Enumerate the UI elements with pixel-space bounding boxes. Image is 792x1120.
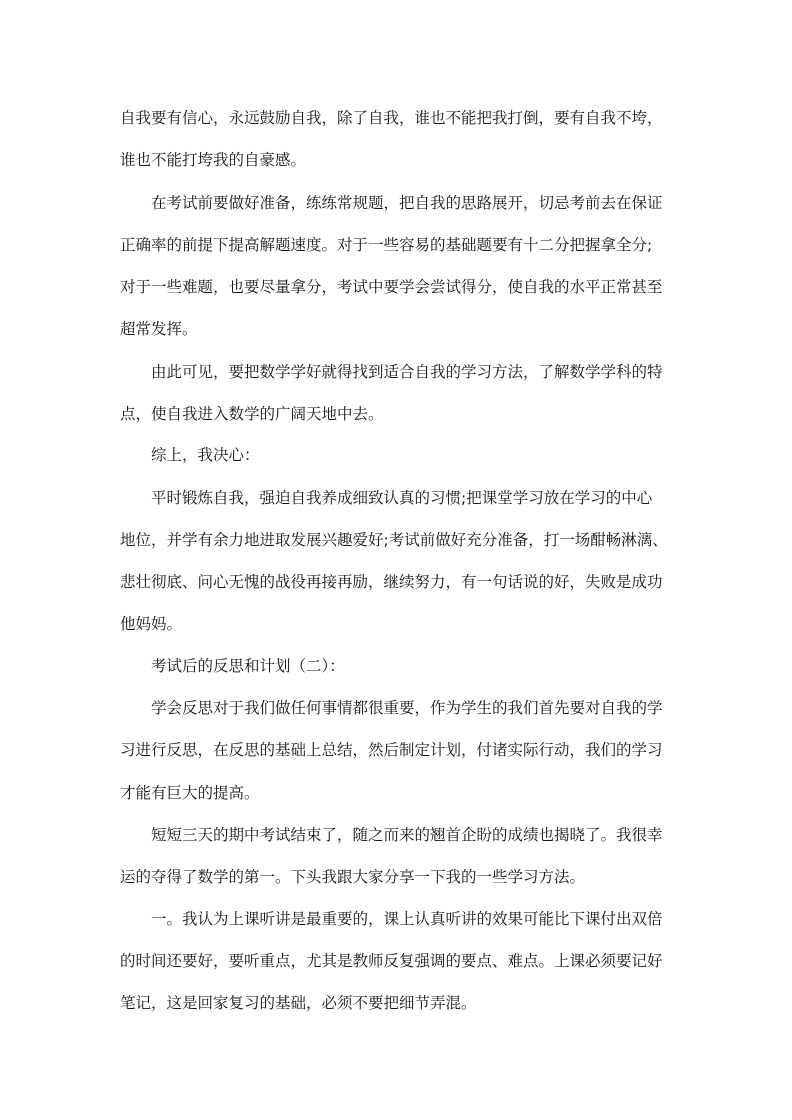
text-line: 的时间还要好，要听重点，尤其是教师反复强调的要点、难点。上课必须要记好 (120, 952, 663, 970)
text-line: 考试后的反思和计划（二）： (151, 657, 345, 675)
text-line: 正确率的前提下提高解题速度。对于一些容易的基础题要有十二分把握拿全分; (120, 236, 653, 254)
text-line: 由此可见，要把数学学好就得找到适合自我的学习方法，了解数学学科的特 (151, 363, 663, 381)
text-line: 超常发挥。 (120, 320, 198, 338)
text-line: 他妈妈。 (120, 615, 183, 633)
text-line: 一。我认为上课听讲是最重要的，课上认真听讲的效果可能比下课付出双倍 (151, 910, 663, 928)
text-line: 笔记，这是回家复习的基础，必须不要把细节弄混。 (120, 994, 477, 1012)
text-line: 悲壮彻底、问心无愧的战役再接再励，继续努力，有一句话说的好，失败是成功 (120, 573, 663, 591)
text-line: 综上，我决心： (151, 446, 260, 464)
text-line: 短短三天的期中考试结束了，随之而来的翘首企盼的成绩也揭晓了。我很幸 (151, 826, 663, 844)
text-line: 平时锻炼自我，强迫自我养成细致认真的习惯;把课堂学习放在学习的中心 (151, 489, 653, 507)
text-line: 对于一些难题，也要尽量拿分，考试中要学会尝试得分，使自我的水平正常甚至 (120, 278, 663, 296)
text-line: 点，使自我进入数学的广阔天地中去。 (120, 405, 384, 423)
text-line: 自我要有信心，永远鼓励自我，除了自我，谁也不能把我打倒，要有自我不垮， (120, 109, 663, 127)
text-line: 习进行反思，在反思的基础上总结，然后制定计划，付诸实际行动，我们的学习 (120, 741, 663, 759)
text-line: 运的夺得了数学的第一。下头我跟大家分享一下我的一些学习方法。 (120, 868, 586, 886)
text-line: 在考试前要做好准备，练练常规题，把自我的思路展开，切忌考前去在保证 (151, 194, 663, 212)
text-line: 才能有巨大的提高。 (120, 784, 260, 802)
text-line: 地位，并学有余力地进取发展兴趣爱好;考试前做好充分准备，打一场酣畅淋漓、 (120, 531, 668, 549)
text-line: 学会反思对于我们做任何事情都很重要，作为学生的我们首先要对自我的学 (151, 699, 663, 717)
text-line: 谁也不能打垮我的自豪感。 (120, 151, 307, 169)
